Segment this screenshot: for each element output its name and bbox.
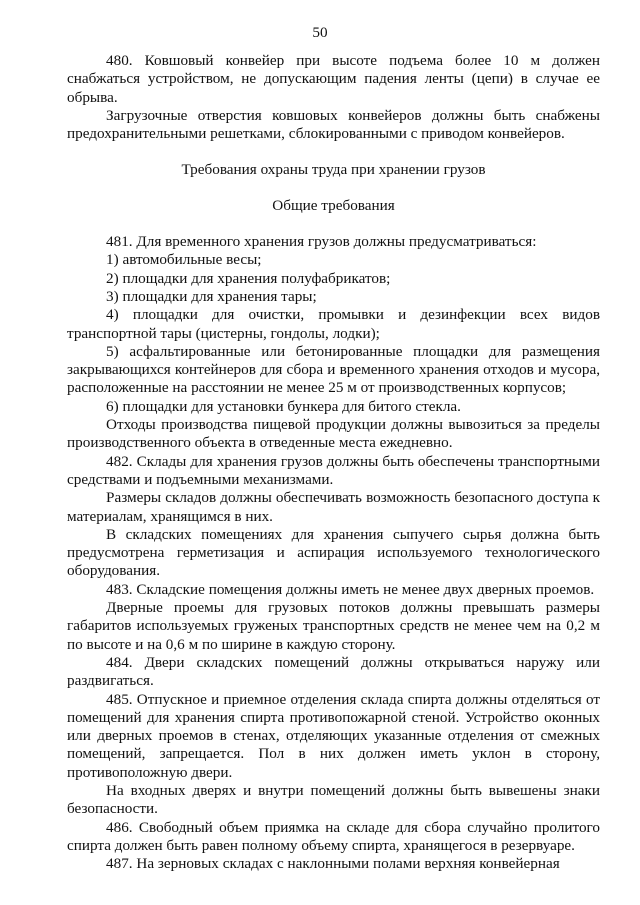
list-item-4: 4) площадки для очистки, промывки и дезинфекции всех видов транспортной тары (цистерны, гондолы, лодки); [67, 306, 600, 342]
subsection-title: Общие требования [272, 196, 395, 214]
paragraph-door-openings: Дверные проемы для грузовых потоков должны превышать размеры габаритов используемых груженых транспортных средств не менее чем на 0,2 м по высоте и на 0,6 м по ширине в каждую сторону. [67, 599, 600, 653]
section-title: Требования охраны труда при хранении грузов [181, 161, 486, 179]
paragraph-485: 485. Отпускное и приемное отделения склада спирта должны отделяться от помещений для хранения спирта противопожарной стеной. Устройство оконных или дверных проемов в стенах, отделяющих указанные отделения от смежных помещений, запрещается. Пол в них должен иметь уклон в сторону, противоположную двери. [67, 690, 600, 781]
list-item-1: 1) автомобильные весы; [106, 251, 262, 269]
paragraph-480: 480. Ковшовый конвейер при высоте подъема более 10 м должен снабжаться устройством, не допускающим падения ленты (цепи) в случае ее обрыва. [67, 52, 600, 106]
list-item-2: 2) площадки для хранения полуфабрикатов; [106, 269, 391, 287]
list-item-5: 5) асфальтированные или бетонированные площадки для размещения закрывающихся контейнеров для сбора и временного хранения отходов и мусора, расположенные на расстоянии не менее 25 м от производственных корпусов; [67, 342, 600, 397]
paragraph-486: 486. Свободный объем приямка на складе для сбора случайно пролитого спирта должен быть равен полному объему спирта, хранящегося в резервуаре. [67, 818, 600, 854]
page-number: 50 [312, 24, 328, 41]
paragraph-482: 482. Склады для хранения грузов должны быть обеспечены транспортными средствами и подъемными механизмами. [67, 452, 600, 488]
paragraph-487: 487. На зерновых складах с наклонными полами верхняя конвейерная [106, 855, 560, 873]
paragraph-480-loading-openings: Загрузочные отверстия ковшовых конвейеров должны быть снабжены предохранительными решетками, сблокированными с приводом конвейеров. [67, 106, 600, 143]
paragraph-483: 483. Складские помещения должны иметь не менее двух дверных проемов. [106, 580, 595, 598]
paragraph-waste-removal: Отходы производства пищевой продукции должны вывозиться за пределы производственного объекта в отведенные места ежедневно. [67, 416, 600, 452]
paragraph-bulk-storage: В складских помещениях для хранения сыпучего сырья должна быть предусмотрена герметизация и аспирация используемого технологического оборудования. [67, 525, 600, 580]
paragraph-484: 484. Двери складских помещений должны открываться наружу или раздвигаться. [67, 653, 600, 690]
paragraph-481: 481. Для временного хранения грузов должны предусматриваться: [106, 233, 537, 251]
list-item-3: 3) площадки для хранения тары; [106, 287, 317, 305]
document-body [67, 52, 600, 873]
paragraph-warehouse-size: Размеры складов должны обеспечивать возможность безопасного доступа к материалам, хранящимся в них. [67, 489, 600, 525]
list-item-6: 6) площадки для установки бункера для битого стекла. [106, 397, 461, 415]
paragraph-safety-signs: На входных дверях и внутри помещений должны быть вывешены знаки безопасности. [67, 781, 600, 818]
